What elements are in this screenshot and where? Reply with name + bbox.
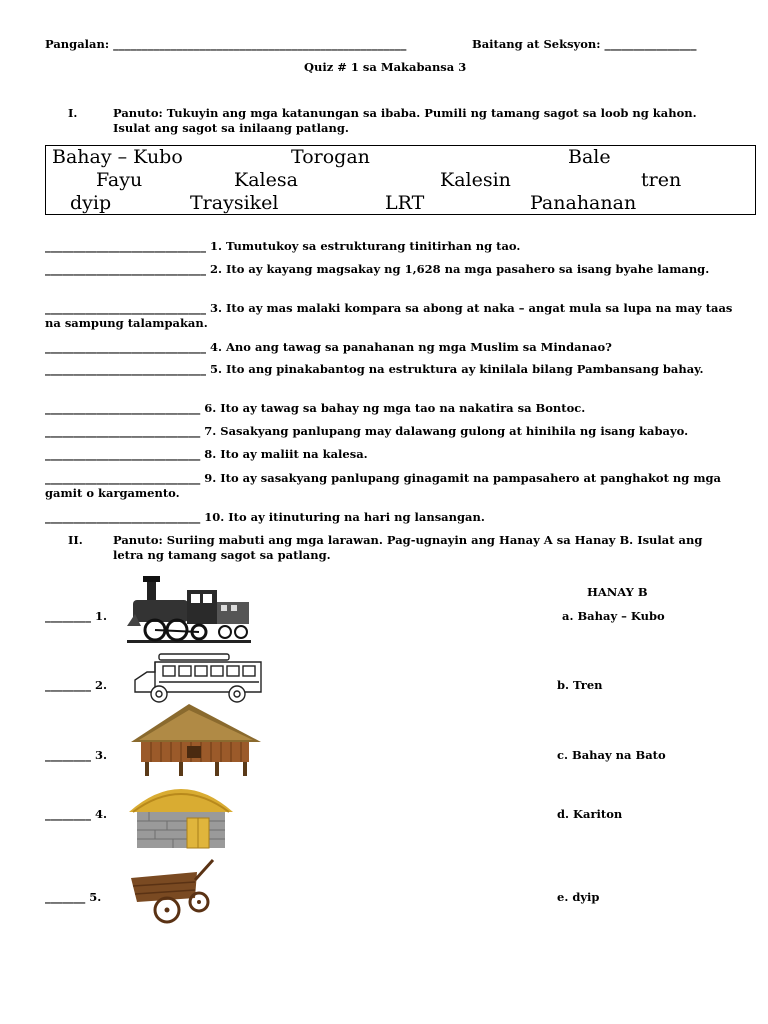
choice-b: b. Tren	[557, 678, 603, 692]
part1-instructions: Panuto: Tukuyin ang mga katanungan sa ibaba. Pumili ng tamang sagot sa loob ng kahon. Isulat ang sagot sa inilaang patlang.	[113, 106, 697, 135]
word-bank-item: Torogan	[291, 146, 370, 168]
match-blank-2: ________ 2.	[45, 678, 108, 692]
question-2: ____________________________ 2. Ito ay kayang magsakay ng 1,628 na mga pasahero sa isang byahe lamang.	[45, 262, 710, 276]
grade-section-field-label: Baitang at Seksyon: ________________	[472, 37, 697, 51]
question-9: ___________________________ 9. Ito ay sasakyang panlupang ginagamit na pampasahero at panghakot ng mga gamit o kargamento.	[45, 471, 721, 500]
word-bank-item: Kalesin	[440, 169, 511, 191]
question-8: ___________________________ 8. Ito ay maliit na kalesa.	[45, 447, 368, 461]
quiz-title: Quiz # 1 sa Makabansa 3	[304, 60, 467, 74]
part2-instructions: Panuto: Suriing mabuti ang mga larawan. Pag-ugnayin ang Hanay A sa Hanay B. Isulat ang letra ng tamang sagot sa patlang.	[113, 533, 703, 562]
match-blank-3: ________ 3.	[45, 748, 108, 762]
nipa-hut-icon	[129, 702, 263, 776]
word-bank-item: Bale	[568, 146, 611, 168]
match-blank-5: _______ 5.	[45, 890, 102, 904]
choice-d: d. Kariton	[557, 807, 623, 821]
name-field-label: Pangalan: ___________________________________________________	[45, 37, 407, 51]
match-blank-4: ________ 4.	[45, 807, 108, 821]
question-5: ____________________________ 5. Ito ang pinakabantog na estruktura ay kinilala bilang Pambansang bahay.	[45, 362, 704, 376]
question-6: ___________________________ 6. Ito ay tawag sa bahay ng mga tao na nakatira sa Bontoc.	[45, 401, 586, 415]
choice-e: e. dyip	[557, 890, 600, 904]
word-bank-item: Kalesa	[234, 169, 298, 191]
question-3: ____________________________ 3. Ito ay mas malaki kompara sa abong at naka – angat mula sa lupa na may taas na sampung talampakan.	[45, 301, 733, 330]
word-bank-item: Traysikel	[190, 192, 279, 214]
stone-house-icon	[127, 778, 235, 850]
hanay-b-title: HANAY B	[587, 585, 648, 599]
choice-a: a. Bahay – Kubo	[562, 609, 665, 623]
part1-numeral: I.	[68, 106, 78, 120]
word-bank-item: Fayu	[96, 169, 143, 191]
question-10: ___________________________ 10. Ito ay itinuturing na hari ng lansangan.	[45, 510, 485, 524]
part2-numeral: II.	[68, 533, 83, 547]
word-bank-item: tren	[641, 169, 682, 191]
question-4: ____________________________ 4. Ano ang tawag sa panahanan ng mga Muslim sa Mindanao?	[45, 340, 612, 354]
match-blank-1: ________ 1.	[45, 609, 108, 623]
jeepney-icon	[129, 650, 267, 706]
word-bank-item: Panahanan	[530, 192, 637, 214]
question-7: ___________________________ 7. Sasakyang panlupang may dalawang gulong at hinihila ng isang kabayo.	[45, 424, 689, 438]
word-bank-item: Bahay – Kubo	[52, 146, 183, 168]
word-bank-item: LRT	[385, 192, 425, 214]
choice-c: c. Bahay na Bato	[557, 748, 666, 762]
question-1: ____________________________ 1. Tumutukoy sa estrukturang tinitirhan ng tao.	[45, 239, 521, 253]
word-bank-item: dyip	[70, 192, 112, 214]
train-icon	[127, 574, 251, 644]
cart-icon	[127, 858, 217, 924]
